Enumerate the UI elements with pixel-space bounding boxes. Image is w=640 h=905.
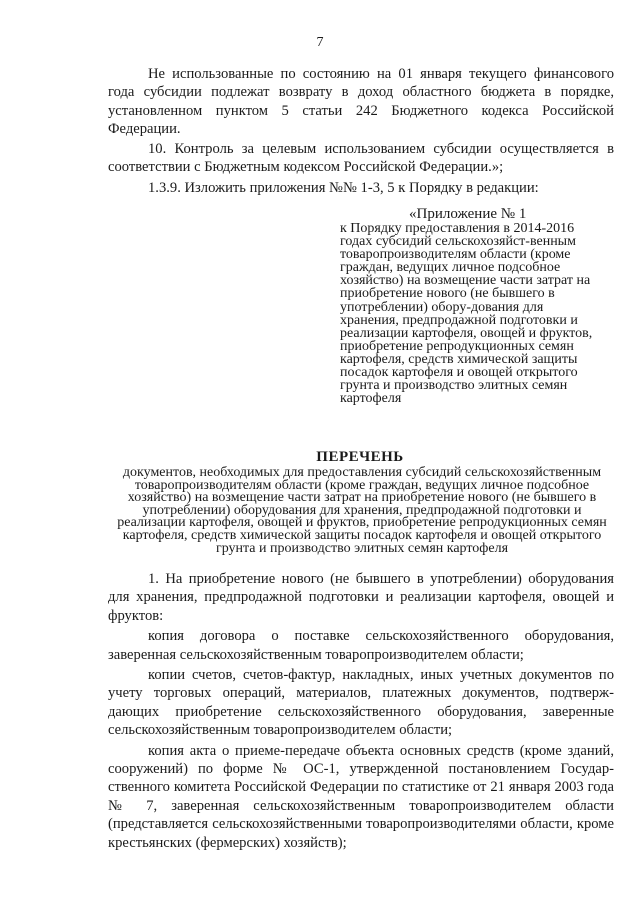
appendix-heading: «Приложение № 1 — [409, 206, 527, 222]
intro-paragraph-unused-subsidies: Не использованные по состоянию на 01 января текущего финансового года субсидии подлежат возврату в доход областного бюджета в порядке, установленном пунктом 5 статьи 242 Бюджетного кодекса Российской Федерации. — [108, 66, 614, 137]
document-title: ПЕРЕЧЕНЬ — [316, 449, 404, 465]
list-item-invoices-copy: копии счетов, счетов-фактур, накладных, иных учетных документов по учету торговых операций, материалов, платежных документов, подтверж-дающих приобретение сельскохозяйственного оборудования, заверенные сельскохозяйственным товаропроизводителем области; — [108, 667, 614, 739]
list-item-contract-copy: копия договора о поставке сельскохозяйственного оборудования, заверенная сельскохозяйственным товаропроизводителем области; — [108, 628, 614, 663]
appendix-reference-text: к Порядку предоставления в 2014-2016 годах субсидий сельскохозяйст-венным товаропроизводителям области (кроме граждан, ведущих личное подсобное хозяйство) на возмещение части затрат на приобретение нового (не бывшего в употреблении) обору-дования для хранения, предпродажной подготовки и реализации картофеля, овощей и фруктов, приобретение репродукционных семян картофеля, средств химической защиты посадок картофеля и овощей открытого грунта и производство элитных семян картофеля — [340, 221, 593, 407]
list-item-equipment-purchase: 1. На приобретение нового (не бывшего в употреблении) оборудования для хранения, предпродажной подготовки и реализации картофеля, овощей и фруктов: — [108, 571, 614, 624]
requirements-list — [108, 570, 614, 852]
list-item-acceptance-act-copy: копия акта о приеме-передаче объекта основных средств (кроме зданий, сооружений) по форме № ОС-1, утвержденной постановлением Государ-ственного комитета Российской Федерации по статистике от 21 января 2003 года № 7, заверенная сельскохозяйственным товаропроизводителем области (представляется сельскохозяйственными товаропроизводителями области, кроме крестьянских (фермерских) хозяйств); — [108, 742, 614, 851]
page-number: 7 — [316, 35, 324, 50]
intro-section — [108, 65, 614, 197]
document-subtitle: документов, необходимых для предоставления субсидий сельскохозяйственным товаропроизводителям области (кроме граждан, ведущих личное подсобное хозяйство) на возмещение части затрат на приобретение нового (не бывшего в употреблении) оборудования для хранения, предпродажной подготовки и реализации картофеля, овощей и фруктов, приобретение репродукционных семян картофеля, средств химической защиты посадок картофеля и овощей открытого грунта и производство элитных семян картофеля — [117, 465, 607, 556]
intro-paragraph-control: 10. Контроль за целевым использованием субсидии осуществляется в соответствии с Бюджетным кодексом Российской Федерации.»; — [108, 141, 614, 176]
intro-paragraph-amendment: 1.3.9. Изложить приложения №№ 1-3, 5 к Порядку в редакции: — [148, 179, 539, 196]
